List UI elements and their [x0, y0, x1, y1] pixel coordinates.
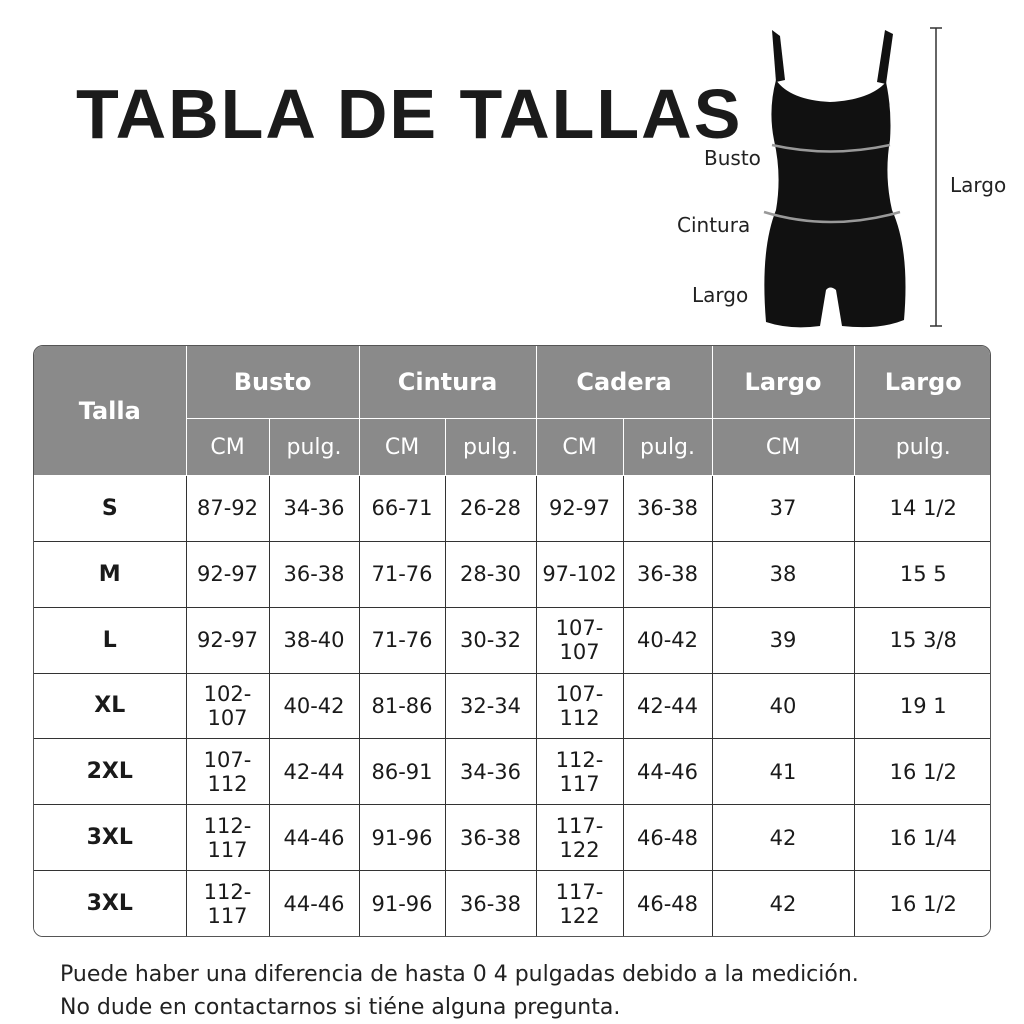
- table-cell: 36-38: [445, 805, 536, 871]
- table-cell: 107-112: [186, 739, 269, 805]
- table-cell: 28-30: [445, 541, 536, 607]
- table-row: [34, 805, 991, 871]
- table-cell: 36-38: [269, 541, 359, 607]
- table-cell: 15 3/8: [854, 607, 991, 673]
- table-cell: 30-32: [445, 607, 536, 673]
- subheader-pulg: pulg.: [623, 419, 712, 476]
- footer-line-1: Puede haber una diferencia de hasta 0 4 pulgadas debido a la medición.: [60, 962, 859, 987]
- table-cell: 34-36: [445, 739, 536, 805]
- table-row: [34, 673, 991, 739]
- subheader-pulg: pulg.: [445, 419, 536, 476]
- table-cell: 34-36: [269, 476, 359, 542]
- garment-body: [764, 80, 905, 327]
- header-largo-pulg: Largo: [854, 346, 991, 419]
- subheader-cm: CM: [186, 419, 269, 476]
- figure-label-bottom: Largo: [692, 283, 749, 307]
- size-cell: L: [34, 607, 186, 673]
- table-cell: 41: [712, 739, 854, 805]
- header-largo-cm: Largo: [712, 346, 854, 419]
- table-cell: 36-38: [623, 476, 712, 542]
- subheader-pulg: pulg.: [269, 419, 359, 476]
- table-cell: 15 5: [854, 541, 991, 607]
- table-cell: 40-42: [623, 607, 712, 673]
- table-cell: 40-42: [269, 673, 359, 739]
- table-cell: 117-122: [536, 805, 623, 871]
- table-cell: 46-48: [623, 871, 712, 936]
- table-cell: 91-96: [359, 805, 445, 871]
- header-cadera: Cadera: [536, 346, 712, 419]
- header-cintura: Cintura: [359, 346, 536, 419]
- size-cell: M: [34, 541, 186, 607]
- size-cell: 2XL: [34, 739, 186, 805]
- subheader-cm: CM: [359, 419, 445, 476]
- header-talla: Talla: [34, 346, 186, 476]
- table-cell: 66-71: [359, 476, 445, 542]
- table-cell: 81-86: [359, 673, 445, 739]
- garment-figure: [0, 0, 1024, 345]
- table-cell: 38: [712, 541, 854, 607]
- subheader-pulg: pulg.: [854, 419, 991, 476]
- table-cell: 92-97: [186, 607, 269, 673]
- table-cell: 112-117: [186, 871, 269, 936]
- size-cell: S: [34, 476, 186, 542]
- header-busto: Busto: [186, 346, 359, 419]
- table-row: [34, 541, 991, 607]
- table-cell: 71-76: [359, 607, 445, 673]
- table-row: [34, 739, 991, 805]
- table-cell: 42: [712, 871, 854, 936]
- table-cell: 92-97: [186, 541, 269, 607]
- table-cell: 42-44: [269, 739, 359, 805]
- table-cell: 26-28: [445, 476, 536, 542]
- table-cell: 86-91: [359, 739, 445, 805]
- table-cell: 16 1/4: [854, 805, 991, 871]
- table-cell: 16 1/2: [854, 871, 991, 936]
- figure-label-length: Largo: [950, 173, 1007, 197]
- table-cell: 117-122: [536, 871, 623, 936]
- table-cell: 107-112: [536, 673, 623, 739]
- size-cell: 3XL: [34, 871, 186, 936]
- table-cell: 14 1/2: [854, 476, 991, 542]
- table-cell: 112-117: [186, 805, 269, 871]
- table-cell: 71-76: [359, 541, 445, 607]
- table-cell: 91-96: [359, 871, 445, 936]
- garment-strap-right: [877, 30, 893, 84]
- table-cell: 46-48: [623, 805, 712, 871]
- size-table: [33, 345, 991, 937]
- subheader-cm: CM: [712, 419, 854, 476]
- table-cell: 32-34: [445, 673, 536, 739]
- table-cell: 38-40: [269, 607, 359, 673]
- table-cell: 44-46: [269, 871, 359, 936]
- table-cell: 107-107: [536, 607, 623, 673]
- table-row: [34, 871, 991, 936]
- footer-line-2: No dude en contactarnos si tiéne alguna pregunta.: [60, 995, 621, 1020]
- subheader-cm: CM: [536, 419, 623, 476]
- table-cell: 97-102: [536, 541, 623, 607]
- table-cell: 40: [712, 673, 854, 739]
- table-cell: 16 1/2: [854, 739, 991, 805]
- figure-label-waist: Cintura: [677, 213, 751, 237]
- table-cell: 36-38: [445, 871, 536, 936]
- table-cell: 39: [712, 607, 854, 673]
- garment-strap-left: [772, 30, 785, 82]
- size-cell: XL: [34, 673, 186, 739]
- table-cell: 19 1: [854, 673, 991, 739]
- page-title: TABLA DE TALLAS: [76, 75, 743, 153]
- table-cell: 87-92: [186, 476, 269, 542]
- table-cell: 92-97: [536, 476, 623, 542]
- footer-note: [60, 958, 859, 1024]
- table-cell: 42: [712, 805, 854, 871]
- table-cell: 44-46: [269, 805, 359, 871]
- table-cell: 112-117: [536, 739, 623, 805]
- figure-label-bust: Busto: [704, 146, 761, 170]
- table-cell: 42-44: [623, 673, 712, 739]
- table-row: [34, 476, 991, 542]
- table-cell: 36-38: [623, 541, 712, 607]
- table-row: [34, 607, 991, 673]
- size-cell: 3XL: [34, 805, 186, 871]
- table-cell: 102-107: [186, 673, 269, 739]
- table-cell: 37: [712, 476, 854, 542]
- table-cell: 44-46: [623, 739, 712, 805]
